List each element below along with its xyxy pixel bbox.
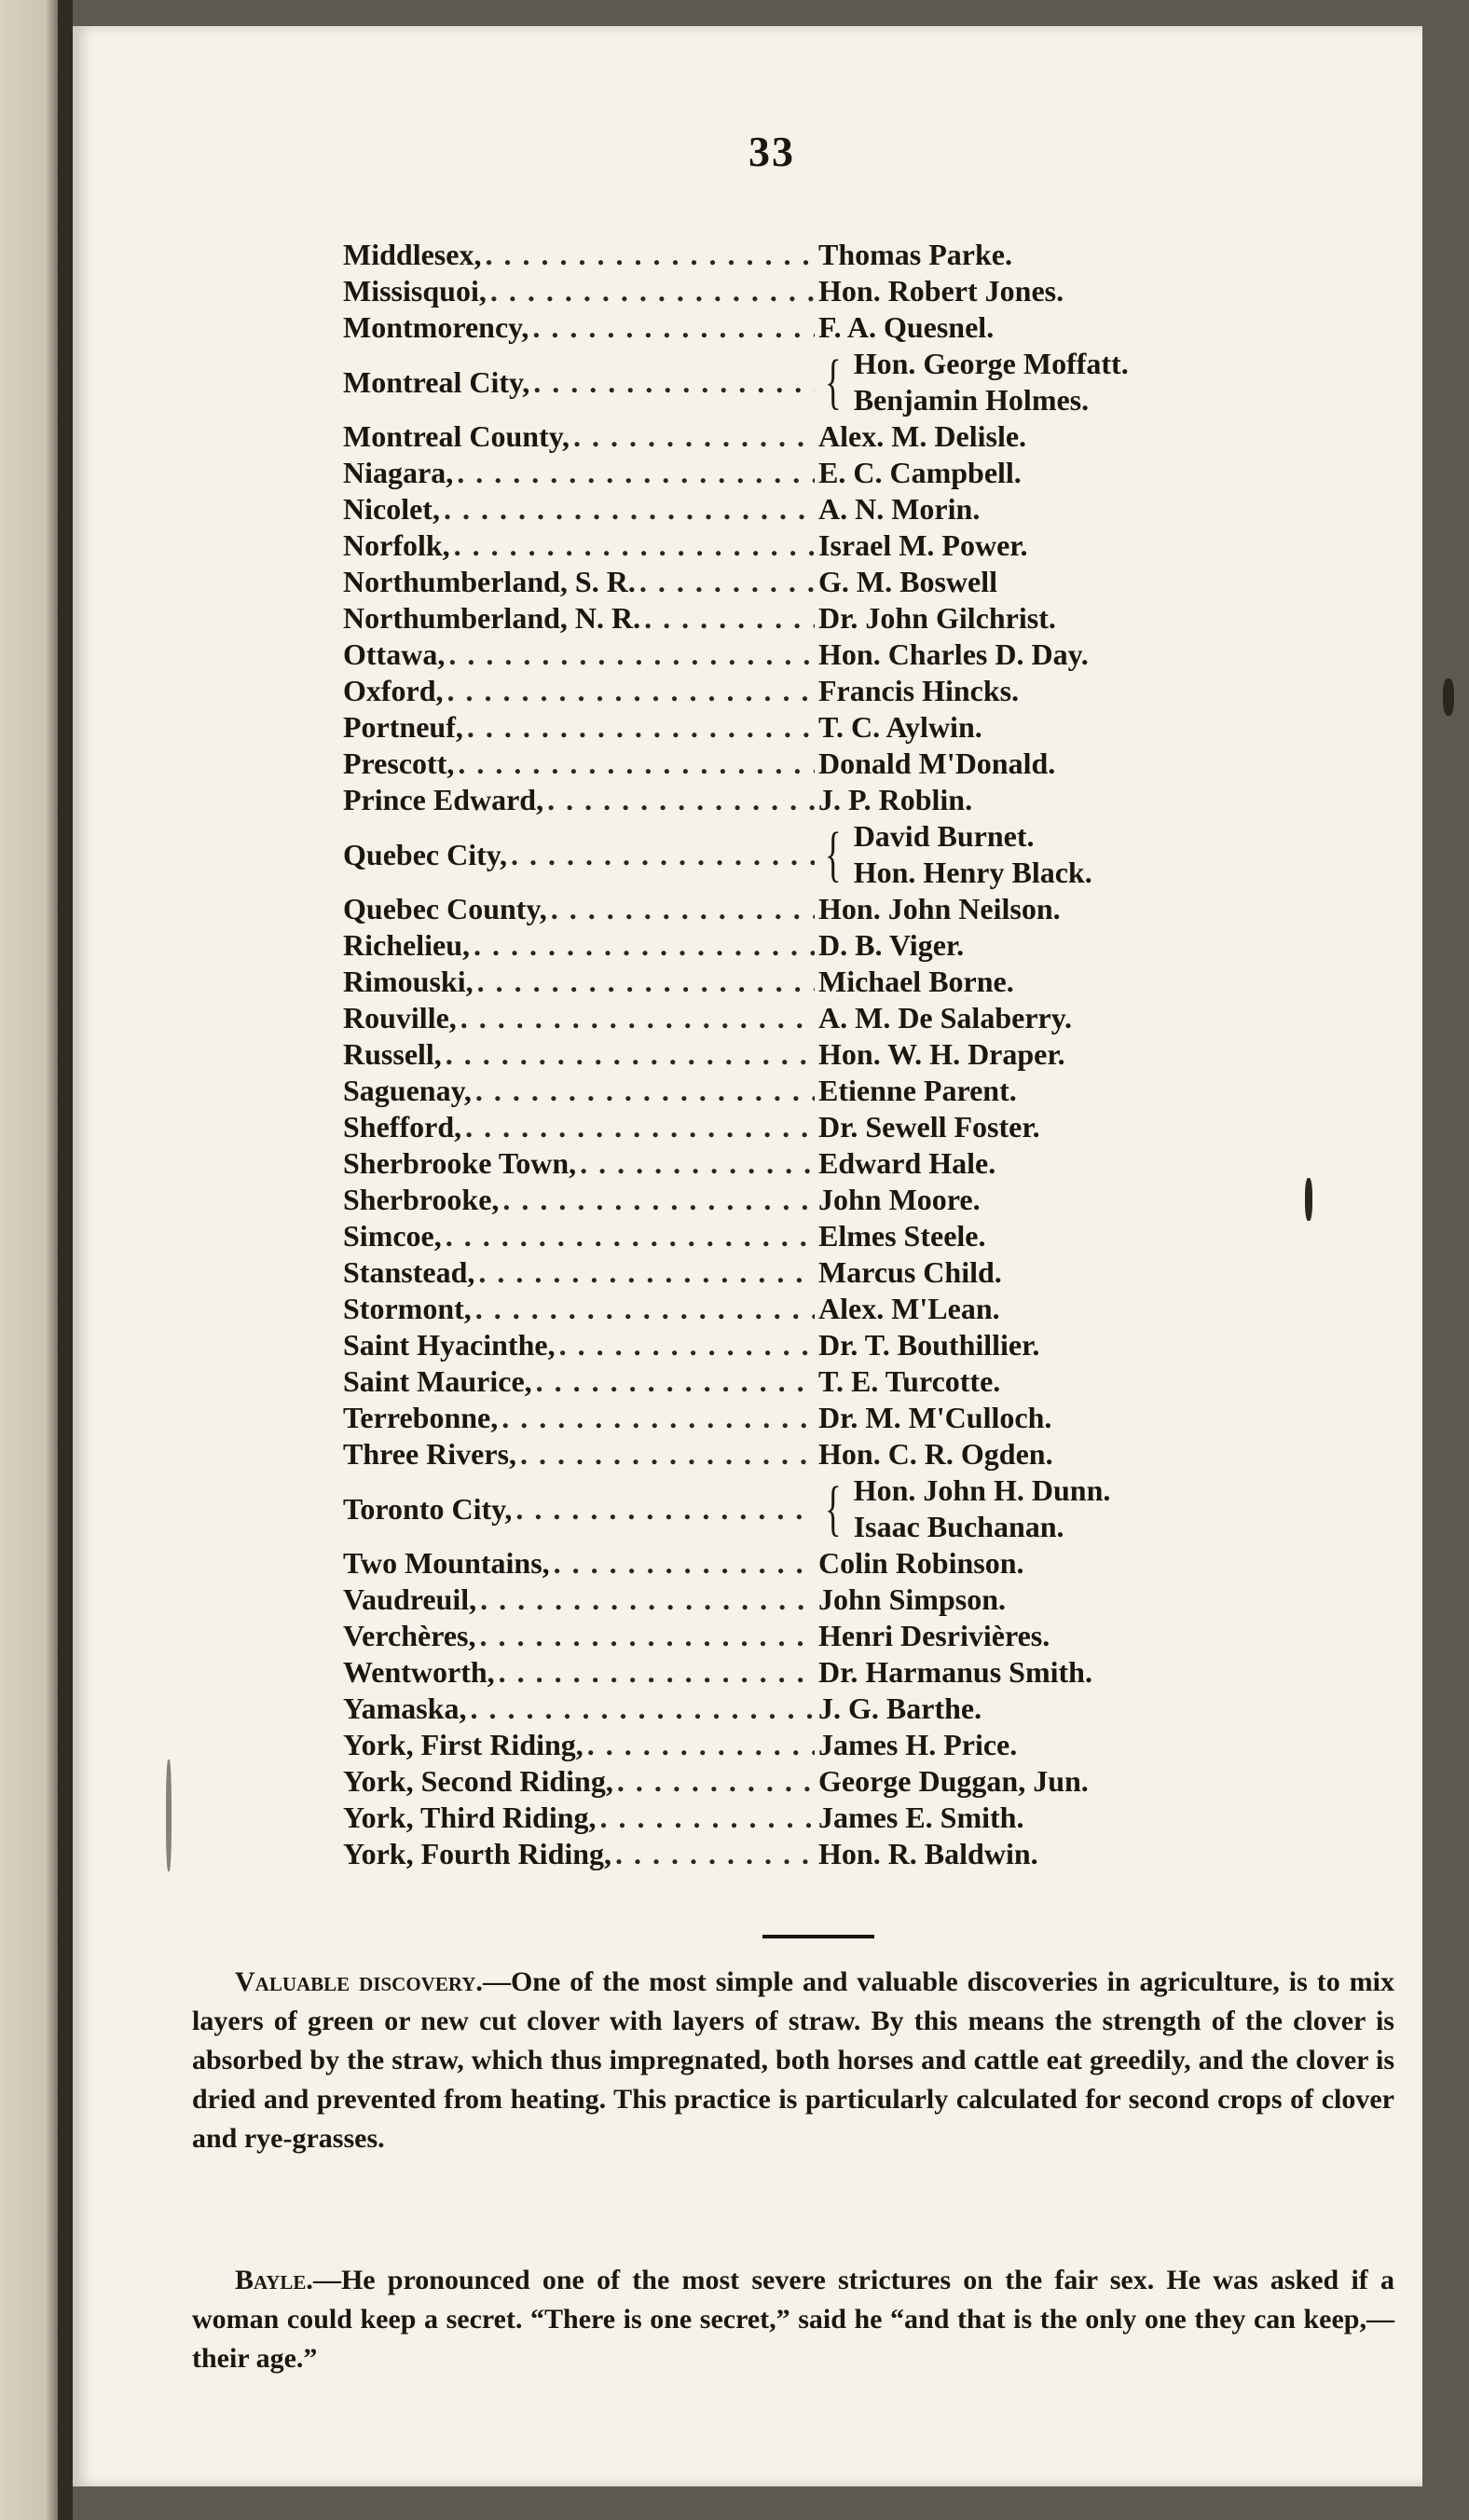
member-name: Edward Hale. bbox=[818, 1146, 996, 1180]
county-name: Sherbrooke Town, bbox=[343, 1146, 577, 1180]
dot-leader bbox=[479, 1618, 815, 1654]
member-names bbox=[818, 1691, 1182, 1727]
dot-leader bbox=[559, 1327, 815, 1363]
member-names bbox=[818, 1545, 1182, 1582]
member-name: T. E. Turcotte. bbox=[818, 1364, 1001, 1398]
member-name: David Burnet. bbox=[853, 819, 1035, 853]
county-name: Vaudreuil, bbox=[343, 1582, 477, 1616]
county-name: Northumberland, S. R. bbox=[343, 565, 636, 598]
member-names bbox=[818, 1218, 1182, 1254]
county-name: Nicolet, bbox=[343, 492, 440, 526]
roster-row bbox=[343, 1073, 1182, 1109]
roster-row bbox=[343, 1363, 1182, 1400]
county-name: Quebec County, bbox=[343, 892, 547, 925]
county-name: Middlesex, bbox=[343, 238, 482, 271]
roster-row bbox=[343, 1254, 1182, 1291]
dot-leader bbox=[478, 1254, 815, 1291]
paragraph-bayle bbox=[192, 2261, 1394, 2378]
member-name: Benjamin Holmes. bbox=[853, 383, 1090, 417]
paragraph-body: —One of the most simple and valuable discoveries in agriculture, is to mix layers of green or new cut clover with layers of straw. By this means the strength of the clover is absorbed by the straw, which thus impregnated, both horses and cattle eat greedily, and the clover is dried and prevented from heating. This practice is particularly calculated for second crops of clover and rye-grasses. bbox=[192, 1966, 1394, 2154]
member-name: Dr. M. M'Culloch. bbox=[818, 1401, 1052, 1434]
roster-row bbox=[343, 491, 1182, 527]
roster-row bbox=[343, 1000, 1182, 1036]
roster-row bbox=[343, 1691, 1182, 1727]
county-name: Montreal County, bbox=[343, 419, 570, 453]
member-names bbox=[818, 1073, 1182, 1109]
county-name: Rimouski, bbox=[343, 965, 474, 998]
book-page bbox=[73, 26, 1422, 2486]
member-name: Thomas Parke. bbox=[818, 238, 1012, 271]
member-names bbox=[818, 600, 1182, 637]
county-name: Portneuf, bbox=[343, 710, 463, 744]
county-name: Simcoe, bbox=[343, 1219, 442, 1253]
roster-row bbox=[343, 273, 1182, 309]
member-name: Michael Borne. bbox=[818, 965, 1014, 998]
member-names bbox=[818, 964, 1182, 1000]
member-names bbox=[818, 1763, 1182, 1800]
roster-row bbox=[343, 600, 1182, 637]
brace: { bbox=[825, 820, 842, 888]
roster-row bbox=[343, 927, 1182, 964]
roster-row bbox=[343, 1472, 1182, 1545]
dot-leader bbox=[573, 418, 815, 455]
roster-row bbox=[343, 782, 1182, 818]
member-names bbox=[818, 418, 1182, 455]
member-name: F. A. Quesnel. bbox=[818, 310, 995, 344]
county-name: Montmorency, bbox=[343, 310, 529, 344]
county-name: Montreal City, bbox=[343, 364, 530, 399]
member-names bbox=[818, 637, 1182, 673]
paragraph-lead: Valuable discovery. bbox=[235, 1966, 483, 1997]
paragraph-lead: Bayle. bbox=[235, 2265, 313, 2295]
roster-row bbox=[343, 746, 1182, 782]
county-name: York, First Riding, bbox=[343, 1728, 583, 1761]
county-name: Richelieu, bbox=[343, 928, 470, 962]
dot-leader bbox=[475, 1073, 815, 1109]
dot-leader bbox=[490, 273, 815, 309]
county-name: Wentworth, bbox=[343, 1655, 495, 1689]
county-name: Yamaska, bbox=[343, 1691, 467, 1725]
dot-leader bbox=[532, 309, 815, 346]
member-name: Dr. John Gilchrist. bbox=[818, 601, 1056, 635]
member-name: Hon. W. H. Draper. bbox=[818, 1037, 1065, 1071]
member-names bbox=[818, 891, 1182, 927]
roster-row bbox=[343, 455, 1182, 491]
member-name: Dr. Harmanus Smith. bbox=[818, 1655, 1092, 1689]
paragraph-body: —He pronounced one of the most severe strictures on the fair sex. He was asked if a woman could keep a secret. “There is one secret,” said he “and that is the only one they can keep,—their age.” bbox=[192, 2265, 1394, 2374]
ink-speck bbox=[1305, 1178, 1312, 1221]
member-name: Alex. M. Delisle. bbox=[818, 419, 1027, 453]
member-names bbox=[818, 927, 1182, 964]
county-name: Saint Hyacinthe, bbox=[343, 1328, 556, 1362]
roster-row bbox=[343, 418, 1182, 455]
county-name: Niagara, bbox=[343, 456, 454, 489]
member-names bbox=[818, 818, 1182, 891]
county-name: Norfolk, bbox=[343, 528, 450, 562]
member-names bbox=[818, 564, 1182, 600]
dot-leader bbox=[447, 673, 815, 709]
member-names bbox=[818, 1400, 1182, 1436]
dot-leader bbox=[460, 1000, 815, 1036]
dot-leader bbox=[446, 1218, 815, 1254]
member-name: James H. Price. bbox=[818, 1728, 1018, 1761]
county-name: York, Second Riding, bbox=[343, 1764, 613, 1798]
dot-leader bbox=[501, 1400, 815, 1436]
dot-leader bbox=[444, 491, 815, 527]
roster-row bbox=[343, 527, 1182, 564]
member-name: Isaac Buchanan. bbox=[853, 1510, 1064, 1543]
dot-leader bbox=[520, 1436, 815, 1472]
member-names bbox=[818, 1436, 1182, 1472]
member-name: Hon. John H. Dunn. bbox=[853, 1473, 1111, 1507]
member-names bbox=[818, 346, 1182, 418]
roster-row bbox=[343, 1145, 1182, 1182]
adjacent-page-edge bbox=[0, 0, 65, 2520]
county-name: Verchères, bbox=[343, 1619, 476, 1652]
dot-leader bbox=[502, 1182, 815, 1218]
roster-row bbox=[343, 1036, 1182, 1073]
member-name: Henri Desrivières. bbox=[818, 1619, 1050, 1652]
member-name: Hon. C. R. Ogden. bbox=[818, 1437, 1053, 1471]
member-name: Alex. M'Lean. bbox=[818, 1292, 1000, 1325]
member-names bbox=[818, 782, 1182, 818]
member-name: James E. Smith. bbox=[818, 1801, 1024, 1834]
member-name: Hon. John Neilson. bbox=[818, 892, 1061, 925]
roster-row bbox=[343, 1727, 1182, 1763]
member-names bbox=[818, 709, 1182, 746]
roster-row bbox=[343, 1545, 1182, 1582]
roster-row bbox=[343, 1327, 1182, 1363]
dot-leader bbox=[511, 837, 815, 873]
ink-speck bbox=[166, 1760, 172, 1871]
member-name: Donald M'Donald. bbox=[818, 746, 1056, 780]
member-names bbox=[818, 1836, 1182, 1872]
roster-row bbox=[343, 1400, 1182, 1436]
member-names bbox=[818, 1327, 1182, 1363]
dot-leader bbox=[458, 746, 815, 782]
county-name: Two Mountains, bbox=[343, 1546, 550, 1580]
roster-row bbox=[343, 1182, 1182, 1218]
roster-row bbox=[343, 1582, 1182, 1618]
dot-leader bbox=[580, 1145, 815, 1182]
roster-row bbox=[343, 237, 1182, 273]
member-names bbox=[818, 1291, 1182, 1327]
dot-leader bbox=[467, 709, 815, 746]
member-names bbox=[818, 1472, 1182, 1545]
member-name: E. C. Campbell. bbox=[818, 456, 1022, 489]
brace: { bbox=[825, 1474, 842, 1542]
member-name: A. N. Morin. bbox=[818, 492, 981, 526]
county-name: Stormont, bbox=[343, 1292, 472, 1325]
roster-row bbox=[343, 1800, 1182, 1836]
book-gutter bbox=[58, 0, 73, 2520]
dot-leader bbox=[617, 1763, 815, 1800]
roster-row bbox=[343, 818, 1182, 891]
member-name: Israel M. Power. bbox=[818, 528, 1028, 562]
member-names bbox=[818, 309, 1182, 346]
dot-leader bbox=[547, 782, 815, 818]
member-names bbox=[818, 1618, 1182, 1654]
county-name: Oxford, bbox=[343, 674, 444, 707]
county-name: Quebec City, bbox=[343, 837, 507, 871]
member-names bbox=[818, 455, 1182, 491]
dot-leader bbox=[639, 564, 815, 600]
dot-leader bbox=[536, 1363, 815, 1400]
dot-leader bbox=[475, 1291, 815, 1327]
dot-leader bbox=[600, 1800, 816, 1836]
member-name: Etienne Parent. bbox=[818, 1074, 1017, 1107]
member-name: Elmes Steele. bbox=[818, 1219, 986, 1253]
roster-row bbox=[343, 891, 1182, 927]
roster-row bbox=[343, 1836, 1182, 1872]
dot-leader bbox=[644, 600, 815, 637]
member-name: Hon. Henry Black. bbox=[853, 856, 1092, 889]
member-name: Dr. Sewell Foster. bbox=[818, 1110, 1040, 1144]
county-name: Ottawa, bbox=[343, 637, 446, 671]
brace: { bbox=[825, 348, 842, 416]
member-name: John Moore. bbox=[818, 1183, 981, 1216]
county-name: Prince Edward, bbox=[343, 783, 544, 816]
member-name: G. M. Boswell bbox=[818, 565, 997, 598]
county-name: Stanstead, bbox=[343, 1255, 475, 1289]
county-name: Saint Maurice, bbox=[343, 1364, 532, 1398]
dot-leader bbox=[551, 891, 815, 927]
roster-row bbox=[343, 1618, 1182, 1654]
member-names bbox=[818, 527, 1182, 564]
dot-leader bbox=[474, 927, 815, 964]
roster-row bbox=[343, 346, 1182, 418]
member-names bbox=[818, 1254, 1182, 1291]
dot-leader bbox=[470, 1691, 815, 1727]
member-name: Hon. Charles D. Day. bbox=[818, 637, 1089, 671]
roster-row bbox=[343, 673, 1182, 709]
dot-leader bbox=[465, 1109, 815, 1145]
member-name: Hon. George Moffatt. bbox=[853, 347, 1129, 380]
county-name: Northumberland, N. R. bbox=[343, 601, 641, 635]
dot-leader bbox=[446, 1036, 815, 1073]
dot-leader bbox=[499, 1654, 815, 1691]
dot-leader bbox=[587, 1727, 815, 1763]
member-name: J. P. Roblin. bbox=[818, 783, 973, 816]
county-name: Rouville, bbox=[343, 1001, 457, 1034]
member-names bbox=[818, 1800, 1182, 1836]
dot-leader bbox=[480, 1582, 815, 1618]
page-number: 33 bbox=[748, 128, 795, 175]
member-name: Dr. T. Bouthillier. bbox=[818, 1328, 1040, 1362]
roster-row bbox=[343, 709, 1182, 746]
member-names bbox=[818, 1727, 1182, 1763]
roster-row bbox=[343, 1291, 1182, 1327]
dot-leader bbox=[615, 1836, 815, 1872]
roster-row bbox=[343, 564, 1182, 600]
ink-speck bbox=[1443, 678, 1454, 716]
paragraph-valuable-discovery bbox=[192, 1963, 1394, 2158]
section-divider bbox=[762, 1935, 874, 1938]
member-names bbox=[818, 1145, 1182, 1182]
member-names bbox=[818, 1582, 1182, 1618]
member-names bbox=[818, 237, 1182, 273]
member-names bbox=[818, 673, 1182, 709]
member-names bbox=[818, 1182, 1182, 1218]
roster-row bbox=[343, 964, 1182, 1000]
county-name: Three Rivers, bbox=[343, 1437, 517, 1471]
dot-leader bbox=[477, 964, 815, 1000]
dot-leader bbox=[448, 637, 815, 673]
roster-row bbox=[343, 637, 1182, 673]
county-name: Saguenay, bbox=[343, 1074, 472, 1107]
county-name: Missisquoi, bbox=[343, 274, 487, 308]
roster-row bbox=[343, 1436, 1182, 1472]
member-names bbox=[818, 273, 1182, 309]
member-names bbox=[818, 746, 1182, 782]
members-roster bbox=[343, 237, 1182, 1872]
dot-leader bbox=[533, 364, 815, 401]
member-name: Francis Hincks. bbox=[818, 674, 1020, 707]
county-name: Russell, bbox=[343, 1037, 442, 1071]
member-names bbox=[818, 491, 1182, 527]
county-name: Prescott, bbox=[343, 746, 455, 780]
roster-row bbox=[343, 1109, 1182, 1145]
member-names bbox=[818, 1654, 1182, 1691]
member-name: Hon. R. Baldwin. bbox=[818, 1837, 1038, 1870]
dot-leader bbox=[454, 527, 815, 564]
member-name: Colin Robinson. bbox=[818, 1546, 1024, 1580]
member-name: A. M. De Salaberry. bbox=[818, 1001, 1072, 1034]
member-name: D. B. Viger. bbox=[818, 928, 965, 962]
roster-row bbox=[343, 309, 1182, 346]
dot-leader bbox=[457, 455, 815, 491]
member-names bbox=[818, 1036, 1182, 1073]
member-name: John Simpson. bbox=[818, 1582, 1006, 1616]
county-name: Toronto City, bbox=[343, 1491, 513, 1526]
member-name: Marcus Child. bbox=[818, 1255, 1002, 1289]
member-name: George Duggan, Jun. bbox=[818, 1764, 1089, 1798]
member-names bbox=[818, 1000, 1182, 1036]
roster-row bbox=[343, 1763, 1182, 1800]
member-name: Hon. Robert Jones. bbox=[818, 274, 1064, 308]
member-names bbox=[818, 1109, 1182, 1145]
county-name: York, Fourth Riding, bbox=[343, 1837, 612, 1870]
member-name: T. C. Aylwin. bbox=[818, 710, 982, 744]
dot-leader bbox=[515, 1491, 815, 1527]
dot-leader bbox=[554, 1545, 815, 1582]
county-name: Terrebonne, bbox=[343, 1401, 499, 1434]
roster-row bbox=[343, 1218, 1182, 1254]
dot-leader bbox=[485, 237, 815, 273]
county-name: Sherbrooke, bbox=[343, 1183, 500, 1216]
member-names bbox=[818, 1363, 1182, 1400]
county-name: Shefford, bbox=[343, 1110, 462, 1144]
roster-row bbox=[343, 1654, 1182, 1691]
county-name: York, Third Riding, bbox=[343, 1801, 597, 1834]
member-name: J. G. Barthe. bbox=[818, 1691, 982, 1725]
